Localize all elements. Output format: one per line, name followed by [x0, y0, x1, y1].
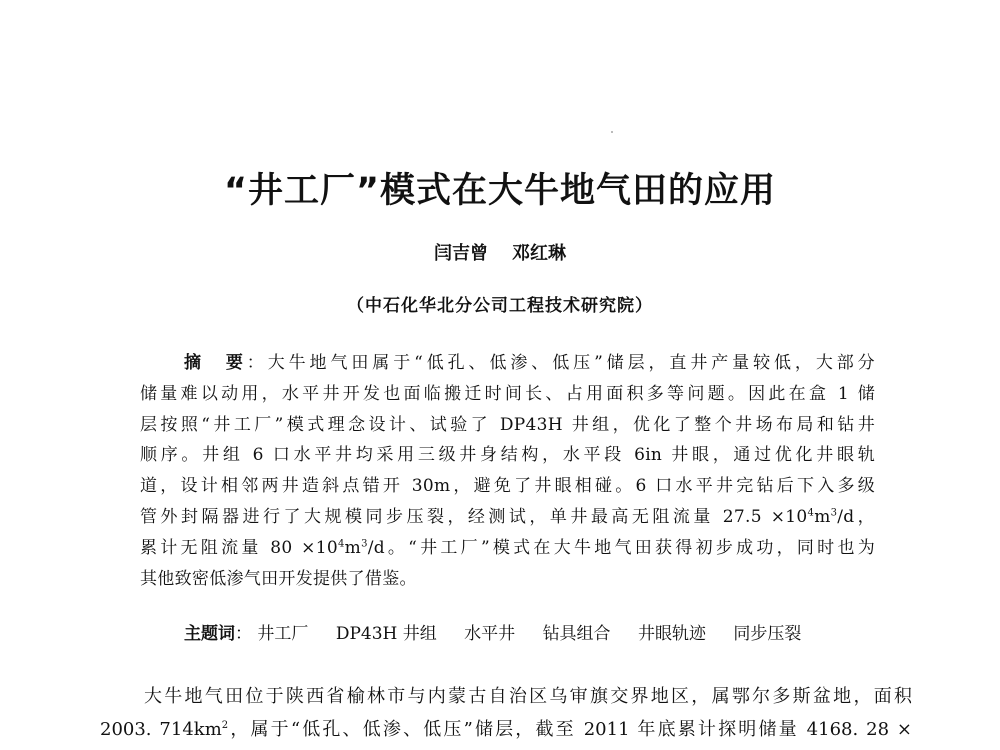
abstract-line: 储量难以动用，水平井开发也面临搬迁时间长、占用面积多等问题。因此在盒 1 储: [140, 383, 875, 404]
abstract-line: 顺序。井组 6 口水平井均采用三级井身结构，水平段 6in 井眼，通过优化井眼轨: [140, 445, 875, 466]
body-paragraph: [100, 680, 912, 746]
paper-title: “井工厂”模式在大牛地气田的应用: [223, 171, 776, 211]
body-line: 2003. $714km^2$，属于“低孔、低渗、低压”储层，截至 2011 年底累计探明储量 4168. 28 ×: [100, 719, 912, 740]
keyword: 水平井: [464, 624, 516, 644]
author-name: 闫吉曾: [434, 243, 488, 264]
abstract-label: 摘 要: [184, 353, 247, 373]
keyword: 井眼轨迹: [637, 624, 706, 644]
body-line: 大牛地气田位于陕西省榆林市与内蒙古自治区乌审旗交界地区，属鄂尔多斯盆地，面积: [144, 686, 912, 707]
keyword: 同步压裂: [733, 624, 802, 644]
abstract-line: 其他致密低渗气田开发提供了借鉴。: [140, 568, 417, 589]
abstract-block: [140, 348, 875, 594]
author-affiliation: （中石化华北分公司工程技术研究院）: [347, 296, 653, 316]
author-list: [0, 239, 1000, 265]
keyword: DP43H 井组: [335, 624, 437, 644]
keyword: 钻具组合: [542, 624, 611, 644]
keywords-label: 主题词: [184, 624, 235, 644]
author-name: 邓红琳: [512, 243, 566, 264]
keywords-line: 主题词： 井工厂 DP43H 井组 水平井 钻具组合 井眼轨迹 同步压裂: [184, 624, 802, 644]
abstract-line: 道，设计相邻两井造斜点错开 30m，避免了井眼相碰。6 口水平井完钻后下入多级: [140, 476, 875, 497]
scan-speck: [611, 131, 613, 133]
abstract-line: 累计无阻流量 $80 \times 10^4m^3/d$。“井工厂”模式在大牛地气田获得初步成功，同时也为: [140, 537, 876, 558]
abstract-line: 管外封隔器进行了大规模同步压裂，经测试，单井最高无阻流量 $27.5 \times 10^4m^3/d$，: [140, 506, 875, 527]
abstract-line: 层按照“井工厂”模式理念设计、试验了 DP43H 井组，优化了整个井场布局和钻井: [140, 414, 875, 435]
keyword: 井工厂: [257, 624, 309, 644]
abstract-line: 摘 要：大牛地气田属于“低孔、低渗、低压”储层，直井产量较低，大部分: [184, 353, 875, 373]
